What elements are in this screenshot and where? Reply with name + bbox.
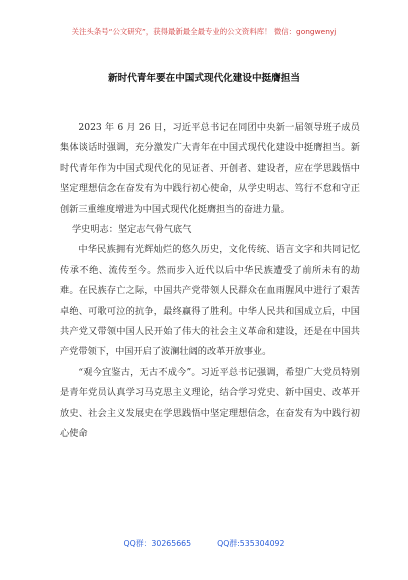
section-subheading: 学史明志：坚定志气骨气底气: [71, 224, 192, 236]
top-banner: 关注头条号“公文研究”，获得最新最全最专业的公文资料库！ 微信：gongwenyj: [71, 27, 337, 36]
footer-qq-groups: [0, 538, 408, 549]
paragraph-history: 中华民族拥有光辉灿烂的悠久历史，文化传统、语言文字和共同记忆传承不绝、流传至今。然而步入近代以后中华民族遭受了前所未有的劫难。在民族存亡之际，中国共产党带领人民群众在血雨腥风中进行了艰苦卓绝、可歌可泣的抗争，最终赢得了胜利。中华人民共和国成立后，中国共产党又带领中国人民开始了伟大的社会主义革命和建设，还是在中国共产党带领下，中国开启了波澜壮阔的改革开放事业。: [60, 244, 360, 358]
document-title: 新时代青年要在中国式现代化建设中挺膺担当: [108, 73, 300, 84]
footer-qq-group-2: QQ群:535304092: [217, 539, 285, 548]
paragraph-quote: “观今宜鉴古，无古不成今”。习近平总书记强调，希望广大党员特别是青年党员认真学习马克思主义理论，结合学习党史、新中国史、改革开放史、社会主义发展史在学思践悟中坚定理想信念，在奋发有为中践行初心使命: [60, 366, 360, 440]
footer-qq-group-1: QQ群：30265665: [123, 539, 192, 548]
paragraph-intro: 2023 年 6 月 26 日，习近平总书记在同团中央新一届领导班子成员集体谈话时强调，充分激发广大青年在中国式现代化建设中挺膺担当。新时代青年作为中国式现代化的见证者、开创者、建设者，应在学思践悟中坚定理想信念在奋发有为中践行初心使命，从学史明志、笃行不怠和守正创新三重维度增进为中国式现代化挺膺担当的奋进力量。: [60, 122, 360, 215]
document-body: [60, 118, 360, 445]
